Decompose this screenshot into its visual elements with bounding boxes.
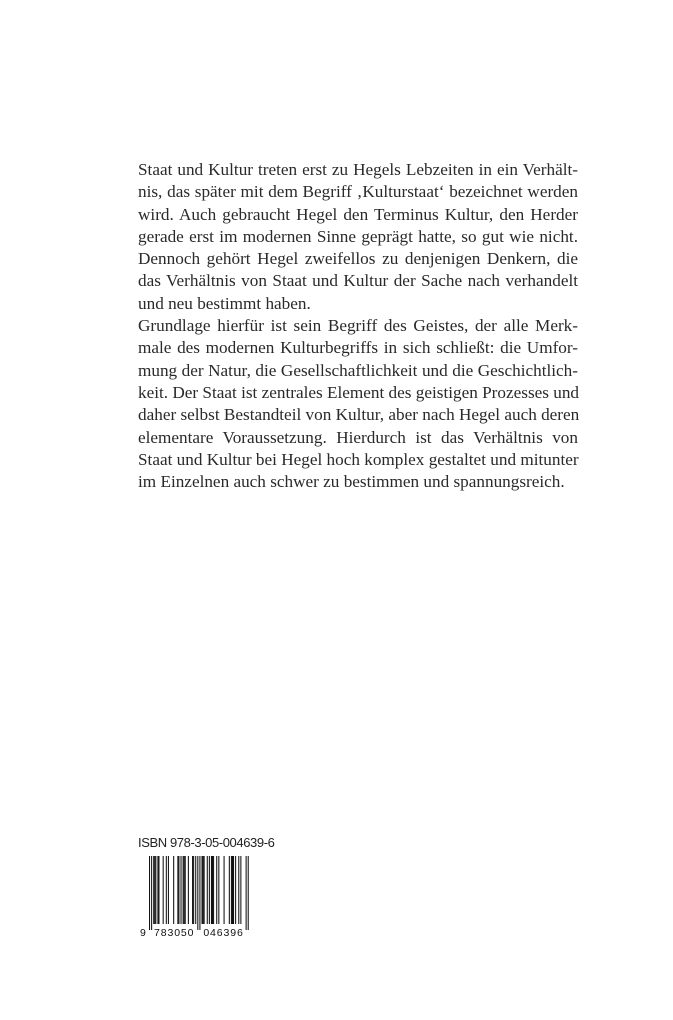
blurb-line: keit. Der Staat ist zentrales Element des geistigen Prozesses und — [138, 382, 580, 402]
blurb-line: und neu bestimmt haben. — [138, 293, 311, 313]
barcode-digits: 046396 — [203, 927, 244, 938]
barcode-bar — [155, 856, 156, 924]
barcode-bar — [183, 856, 184, 924]
barcode-bar — [185, 856, 186, 924]
barcode-bar — [154, 856, 155, 924]
blurb-line: wird. Auch gebraucht Hegel den Terminus Kultur, den Herder — [138, 204, 578, 224]
barcode-bar — [181, 856, 182, 924]
blurb-line: male des modernen Kulturbegriffs in sich schließt: die Umfor- — [138, 338, 578, 358]
barcode-bar — [235, 856, 236, 924]
barcode-bar — [216, 856, 217, 924]
barcode-bar — [224, 856, 225, 924]
barcode-bar — [212, 856, 213, 924]
barcode-bar — [193, 856, 194, 924]
barcode-bar — [192, 856, 193, 924]
barcode-bar — [195, 856, 196, 924]
barcode-bar — [204, 856, 205, 924]
barcode-bar — [199, 856, 200, 930]
barcode-bar — [163, 856, 164, 924]
barcode-bar — [166, 856, 167, 924]
barcode-bar — [238, 856, 239, 924]
blurb-paragraph-2 — [138, 315, 578, 493]
blurb-line: gerade erst im modernen Sinne geprägt hatte, so gut wie nicht. — [138, 226, 578, 246]
blurb-paragraph-1 — [138, 159, 578, 315]
barcode-bar — [232, 856, 233, 924]
blurb-line: das Verhältnis von Staat und Kultur der Sache nach verhandelt — [138, 271, 578, 291]
barcode-bar — [149, 856, 150, 930]
barcode-bar — [213, 856, 214, 924]
barcode-digits: 9 — [140, 927, 147, 938]
barcode-bar — [231, 856, 232, 924]
barcode-bar — [233, 856, 234, 924]
barcode-bar — [158, 856, 159, 924]
barcode-bar — [168, 856, 169, 924]
blurb-line: Staat und Kultur treten erst zu Hegels Lebzeiten in ein Verhält- — [138, 160, 578, 179]
barcode-bar — [177, 856, 178, 924]
barcode-bar — [197, 856, 198, 930]
barcode-bar — [240, 856, 241, 924]
barcode-bar — [184, 856, 185, 924]
blurb-text — [138, 159, 578, 493]
blurb-line: im Einzelnen auch schwer zu bestimmen und spannungsreich. — [138, 472, 565, 492]
barcode-bar — [157, 856, 158, 924]
barcode-bar — [178, 856, 179, 924]
blurb-line: Staat und Kultur bei Hegel hoch komplex gestaltet und mitunter — [138, 449, 579, 469]
barcode-bar — [153, 856, 154, 924]
isbn-barcode — [138, 856, 253, 938]
blurb-line: Grundlage hierfür ist sein Begriff des Geistes, der alle Merk- — [138, 316, 578, 336]
barcode-bar — [229, 856, 230, 924]
barcode-bar — [207, 856, 208, 924]
isbn-label: ISBN 978-3-05-004639-6 — [138, 835, 275, 850]
barcode-bar — [203, 856, 204, 924]
barcode-bar — [211, 856, 212, 924]
blurb-line: elementare Voraussetzung. Hierdurch ist das Verhältnis von — [138, 427, 578, 447]
blurb-line: Dennoch gehört Hegel zweifellos zu denjenigen Denkern, die — [138, 249, 578, 269]
barcode-bar — [202, 856, 203, 924]
blurb-line: daher selbst Bestandteil von Kultur, aber nach Hegel auch deren — [138, 405, 580, 425]
barcode-graphic — [138, 856, 253, 938]
barcode-bar — [248, 856, 249, 930]
barcode-bar — [246, 856, 247, 930]
barcode-bar — [209, 856, 210, 924]
blurb-line: nis, das später mit dem Begriff ‚Kulturstaat‘ bezeichnet werden — [138, 182, 578, 202]
barcode-bar — [188, 856, 189, 924]
barcode-digits: 783050 — [153, 927, 195, 938]
barcode-bar — [173, 856, 174, 924]
blurb-line: mung der Natur, die Gesellschaftlichkeit und die Geschichtlich- — [138, 360, 578, 380]
barcode-bar — [151, 856, 152, 930]
barcode-bar — [218, 856, 219, 924]
